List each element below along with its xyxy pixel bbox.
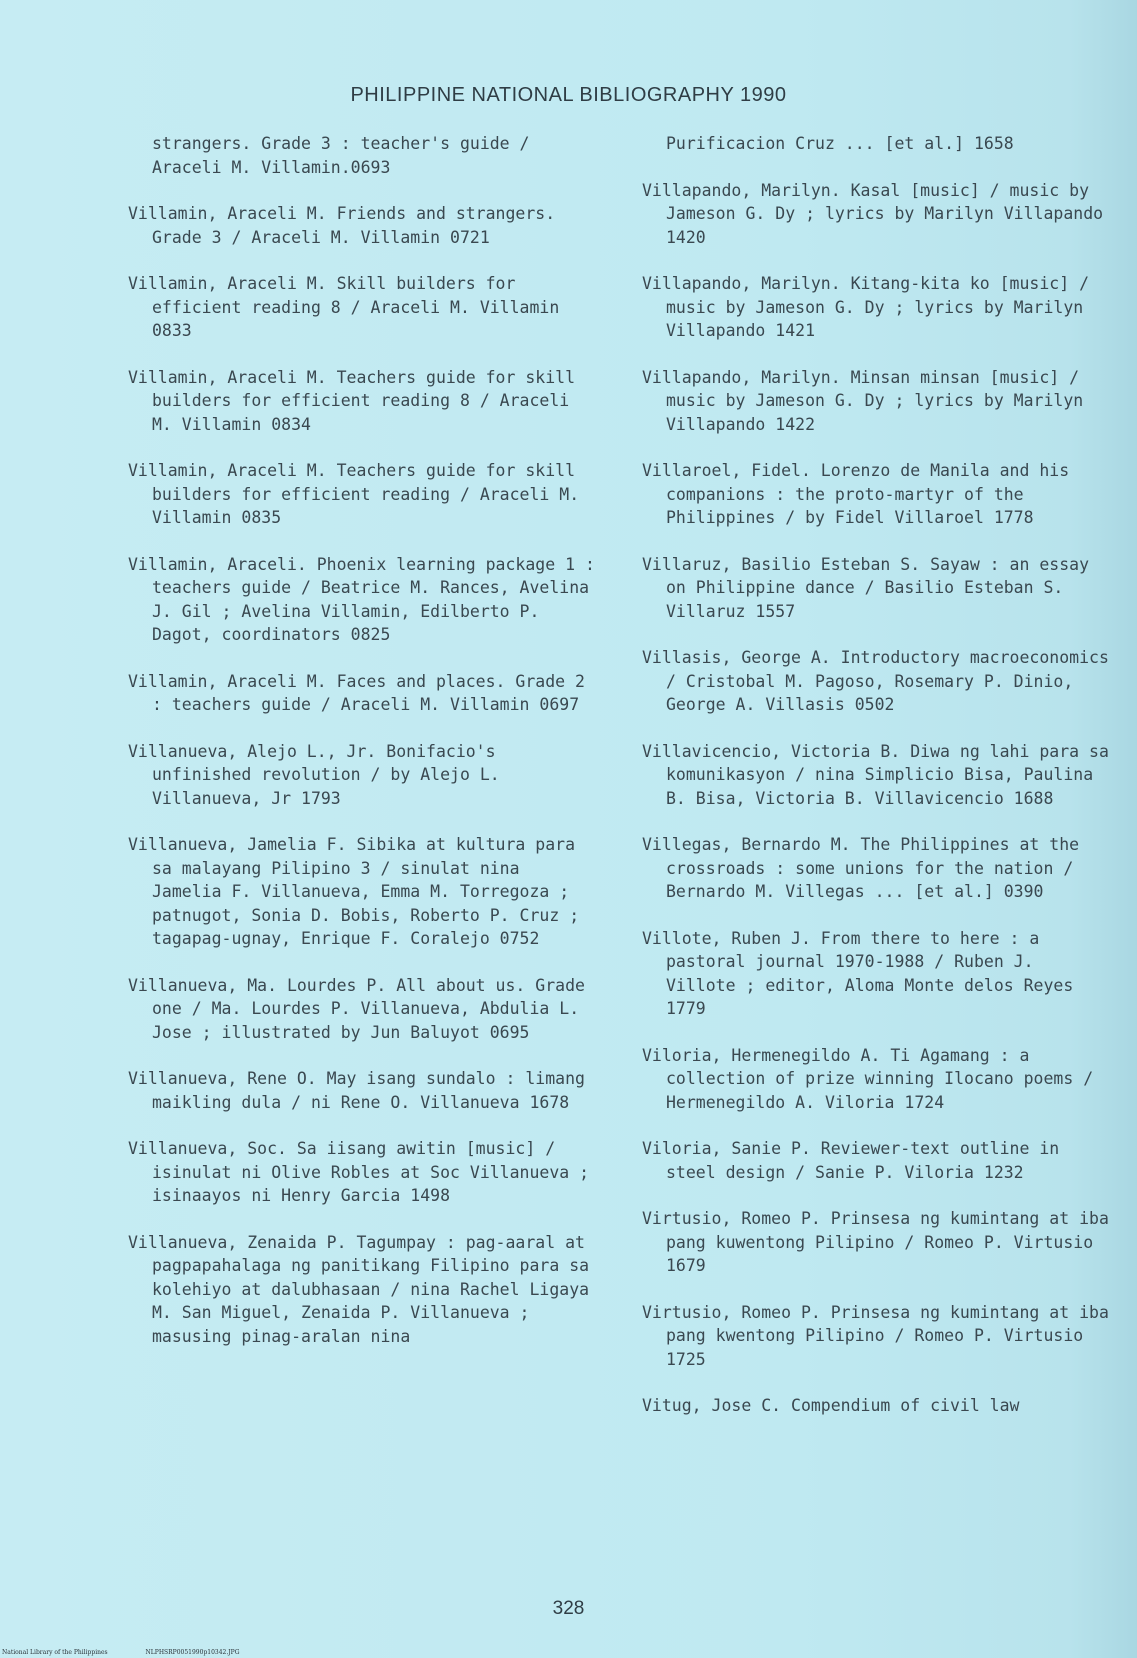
bibliography-entry: Villote, Ruben J. From there to here : a pastoral journal 1970-1988 / Ruben J. Villote ; editor, Aloma Monte delos Reyes 1779 bbox=[642, 928, 1074, 1018]
bibliography-entry: Villanueva, Rene O. May isang sundalo : limang maikling dula / ni Rene O. Villanueva 1678 bbox=[128, 1069, 585, 1112]
bibliography-entry: Villamin, Araceli M. Skill builders for efficient reading 8 / Araceli M. Villamin 0833 bbox=[128, 274, 560, 340]
bibliography-entry: Virtusio, Romeo P. Prinsesa ng kumintang at iba pang kuwentong Pilipino / Romeo P. Virtusio 1679 bbox=[642, 1209, 1109, 1275]
bibliography-entry: Villapando, Marilyn. Kasal [music] / music by Jameson G. Dy ; lyrics by Marilyn Villapando 1420 bbox=[642, 180, 1104, 247]
footer-library: National Library of the Philippines bbox=[2, 1649, 108, 1656]
bibliography-entry: Villavicencio, Victoria B. Diwa ng lahi para sa komunikasyon / nina Simplicio Bisa, Paulina B. Bisa, Victoria B. Villavicencio 1688 bbox=[642, 741, 1109, 808]
bibliography-entry: Villanueva, Jamelia F. Sibika at kultura para sa malayang Pilipino 3 / sinulat nina Jamelia F. Villanueva, Emma M. Torregoza ; patnugot, Sonia D. Bobis, Roberto P. Cruz ; tagapag-ugnay, Enrique F. Coralejo 0752 bbox=[128, 835, 580, 948]
bibliography-entry: Vitug, Jose C. Compendium of civil law bbox=[642, 1396, 1020, 1415]
footer-file: NLPHSRP0051990p10342.JPG bbox=[145, 1649, 240, 1656]
right-column bbox=[642, 132, 1112, 1441]
bibliography-entry: Purificacion Cruz ... [et al.] 1658 bbox=[666, 134, 1014, 153]
bibliography-entry: Villaroel, Fidel. Lorenzo de Manila and his companions : the proto-martyr of the Philippines / by Fidel Villaroel 1778 bbox=[642, 461, 1070, 527]
scan-footer bbox=[2, 1649, 276, 1656]
bibliography-entry: Villanueva, Zenaida P. Tagumpay : pag-aaral at pagpapahalaga ng panitikang Filipino para sa kolehiyo at dalubhasaan / nina Rachel Ligaya M. San Miguel, Zenaida P. Villanueva ; masusing pinag-aralan nina bbox=[128, 1232, 590, 1346]
page-header: PHILIPPINE NATIONAL BIBLIOGRAPHY 1990 bbox=[350, 84, 787, 106]
bibliography-entry: Villegas, Bernardo M. The Philippines at the crossroads : some unions for the nation / Bernardo M. Villegas ... [et al.] 0390 bbox=[642, 835, 1080, 901]
bibliography-entry: Villamin, Araceli. Phoenix learning package 1 : teachers guide / Beatrice M. Rances, Avelina J. Gil ; Avelina Villamin, Edilberto P. Dagot, coordinators 0825 bbox=[128, 554, 595, 644]
bibliography-entry: Villanueva, Ma. Lourdes P. All about us. Grade one / Ma. Lourdes P. Villanueva, Abdulia L. Jose ; illustrated by Jun Baluyot 0695 bbox=[128, 975, 585, 1042]
bibliography-entry: Villamin, Araceli M. Friends and strangers. Grade 3 / Araceli M. Villamin 0721 bbox=[128, 204, 556, 247]
page-number: 328 bbox=[552, 1598, 585, 1619]
bibliography-entry: Virtusio, Romeo P. Prinsesa ng kumintang at iba pang kwentong Pilipino / Romeo P. Virtusio 1725 bbox=[642, 1302, 1109, 1369]
bibliography-entry: Villamin, Araceli M. Teachers guide for skill builders for efficient reading / Araceli M. Villamin 0835 bbox=[128, 461, 580, 527]
bibliography-entry: Villasis, George A. Introductory macroeconomics / Cristobal M. Pagoso, Rosemary P. Dinio, George A. Villasis 0502 bbox=[642, 648, 1109, 714]
bibliography-entry: Villaruz, Basilio Esteban S. Sayaw : an essay on Philippine dance / Basilio Esteban S. Villaruz 1557 bbox=[642, 554, 1090, 621]
bibliography-entry: Villanueva, Soc. Sa iisang awitin [music] / isinulat ni Olive Robles at Soc Villanueva ; isinaayos ni Henry Garcia 1498 bbox=[128, 1139, 590, 1205]
bibliography-entry: Villamin, Araceli M. Teachers guide for skill builders for efficient reading 8 / Araceli M. Villamin 0834 bbox=[128, 367, 576, 434]
bibliography-entry: Villanueva, Alejo L., Jr. Bonifacio's unfinished revolution / by Alejo L. Villanueva, Jr 1793 bbox=[128, 741, 500, 808]
bibliography-entry: Viloria, Sanie P. Reviewer-text outline in steel design / Sanie P. Viloria 1232 bbox=[642, 1139, 1060, 1182]
bibliography-entry: Villapando, Marilyn. Kitang-kita ko [music] / music by Jameson G. Dy ; lyrics by Marilyn Villapando 1421 bbox=[642, 274, 1090, 340]
bibliography-entry: Villapando, Marilyn. Minsan minsan [music] / music by Jameson G. Dy ; lyrics by Marilyn Villapando 1422 bbox=[642, 367, 1084, 434]
bibliography-entry: Viloria, Hermenegildo A. Ti Agamang : a collection of prize winning Ilocano poems / Hermenegildo A. Viloria 1724 bbox=[642, 1045, 1094, 1112]
bibliography-entry: Villamin, Araceli M. Faces and places. Grade 2 : teachers guide / Araceli M. Villamin 0697 bbox=[128, 671, 585, 714]
left-column bbox=[128, 132, 598, 1371]
bibliography-entry: strangers. Grade 3 : teacher's guide / Araceli M. Villamin.0693 bbox=[152, 134, 530, 177]
